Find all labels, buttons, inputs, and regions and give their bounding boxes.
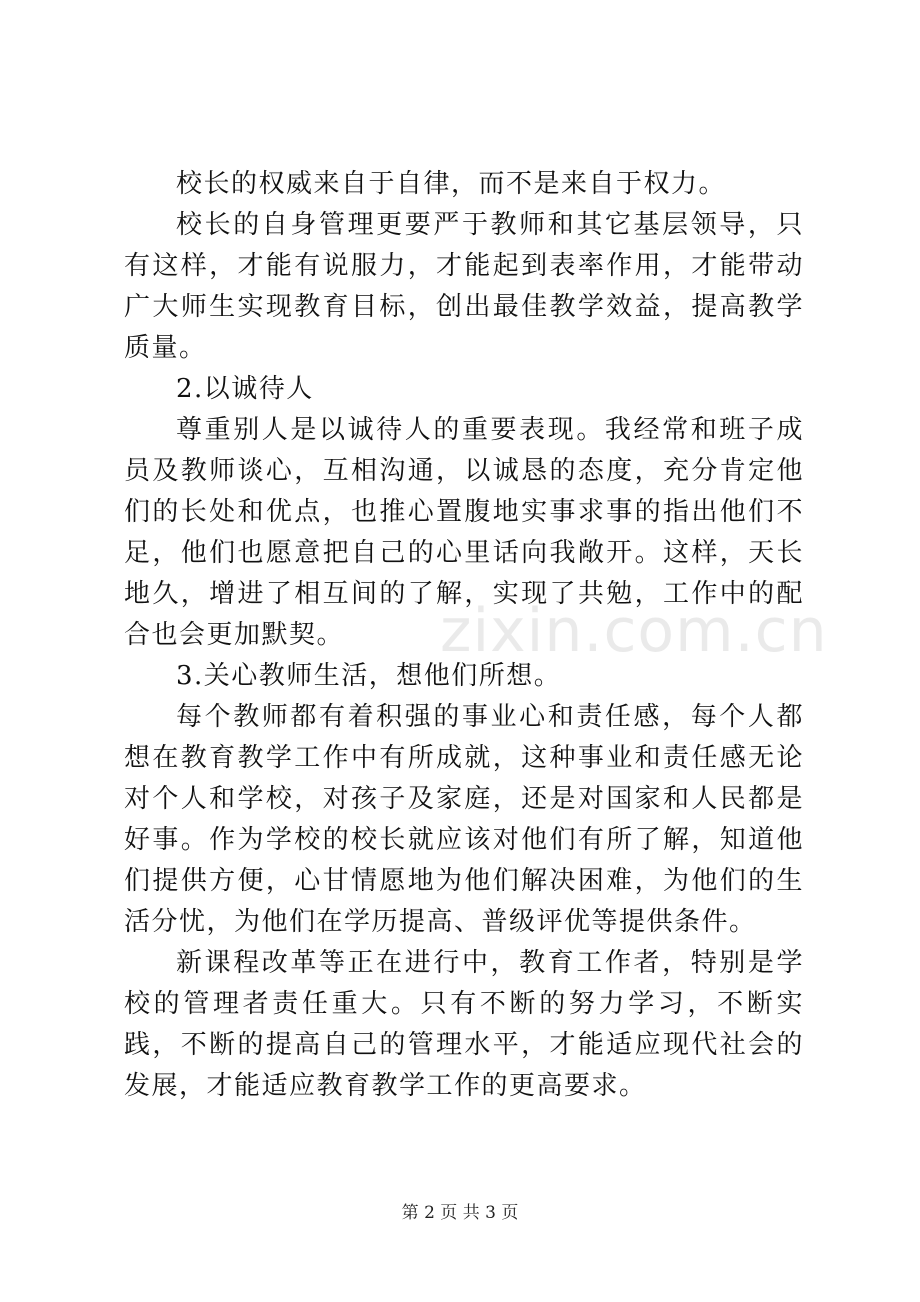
watermark: zixin.com.cn [440, 596, 828, 666]
paragraph-4: 每个教师都有着积强的事业心和责任感，每个人都想在教育教学工作中有所成就，这种事业和责任感无论对个人和学校，对孩子及家庭，还是对国家和人民都是好事。作为学校的校长就应该对他们有所了解，知道他们提供方便，心甘情愿地为他们解决困难，为他们的生活分忧，为他们在学历提高、普级评优等提供条件。 [124, 702, 804, 937]
page-footer: 第 2 页 共 3 页 [401, 1203, 519, 1223]
paragraph-1: 校长的权威来自于自律，而不是来自于权力。 [176, 169, 727, 199]
document-body [124, 164, 804, 1107]
paragraph-3: 尊重别人是以诚待人的重要表现。我经常和班子成员及教师谈心，互相沟通，以诚恳的态度，充分肯定他们的长处和优点，也推心置腹地实事求事的指出他们不足，他们也愿意把自己的心里话向我敞开。这样，天长地久，增进了相互间的了解，实现了共勉，工作中的配合也会更加默契。 [124, 415, 804, 650]
section-heading-2: 2.以诚待人 [176, 374, 314, 404]
paragraph-2: 校长的自身管理更要严于教师和其它基层领导，只有这样，才能有说服力，才能起到表率作用，才能带动广大师生实现教育目标，创出最佳教学效益，提高教学质量。 [124, 210, 804, 363]
paragraph-5: 新课程改革等正在进行中，教育工作者，特别是学校的管理者责任重大。只有不断的努力学习，不断实践，不断的提高自己的管理水平，才能适应现代社会的发展，才能适应教育教学工作的更高要求。 [124, 948, 804, 1101]
section-heading-3: 3.关心教师生活，想他们所想。 [176, 661, 562, 691]
